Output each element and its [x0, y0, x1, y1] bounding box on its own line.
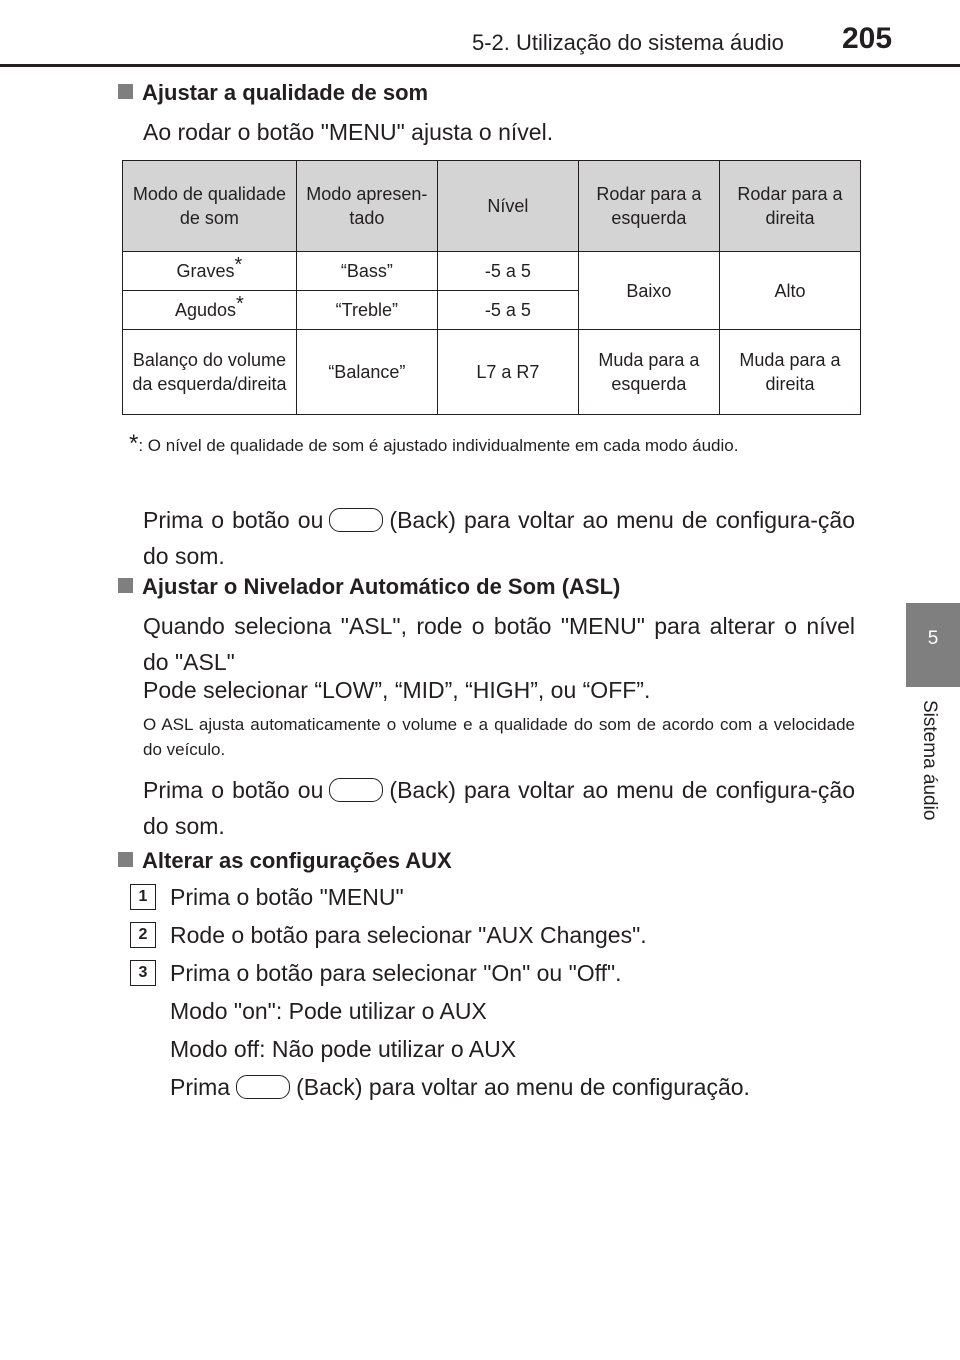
chapter-number: 5	[927, 628, 939, 649]
cell-level: -5 a 5	[437, 252, 578, 291]
step-number-3: 3	[130, 960, 156, 986]
back-instruction-2: Prima o botão ou (Back) para voltar ao menu de configura-ção do som.	[143, 777, 855, 839]
cell-turn-right: Muda para a direita	[719, 330, 860, 415]
section-heading-aux: Alterar as configurações AUX	[118, 848, 452, 874]
step-text-3: Prima o botão para selecionar "On" ou "Off".	[170, 960, 622, 986]
cell-displayed: “Bass”	[296, 252, 437, 291]
section-heading-sound-quality: Ajustar a qualidade de som	[118, 80, 428, 106]
square-bullet-icon	[118, 578, 133, 593]
cell-mode: Graves*	[123, 252, 297, 291]
cell-level: L7 a R7	[437, 330, 578, 415]
table-header-row	[123, 161, 861, 252]
page-number: 205	[842, 22, 893, 55]
cell-displayed: “Treble”	[296, 291, 437, 330]
header-turn-right: Rodar para a direita	[719, 161, 860, 252]
cell-turn-left-shared: Baixo	[578, 252, 719, 330]
aux-back-instruction: Prima (Back) para voltar ao menu de configuração.	[170, 1074, 750, 1100]
step-number-2: 2	[130, 922, 156, 948]
table-row	[123, 330, 861, 415]
step-number-1: 1	[130, 884, 156, 910]
back-instruction-1: Prima o botão ou (Back) para voltar ao menu de configura-ção do som.	[143, 507, 855, 569]
sound-quality-table	[122, 160, 861, 415]
square-bullet-icon	[118, 84, 133, 99]
table-row	[123, 252, 861, 291]
running-header: 5-2. Utilização do sistema áudio	[472, 30, 784, 55]
aux-mode-off: Modo off: Não pode utilizar o AUX	[170, 1036, 517, 1062]
header-level: Nível	[437, 161, 578, 252]
back-button-icon	[329, 778, 383, 802]
chapter-label: Sistema áudio	[919, 700, 940, 821]
header-displayed: Modo apresen-tado	[296, 161, 437, 252]
header-mode: Modo de qualidade de som	[123, 161, 297, 252]
cell-displayed: “Balance”	[296, 330, 437, 415]
asl-note: O ASL ajusta automaticamente o volume e a qualidade do som de acordo com a velocidade do veículo.	[143, 715, 855, 759]
aux-mode-on: Modo "on": Pode utilizar o AUX	[170, 998, 487, 1024]
cell-mode: Agudos*	[123, 291, 297, 330]
header-turn-left: Rodar para a esquerda	[578, 161, 719, 252]
step-text-2: Rode o botão para selecionar "AUX Changes".	[170, 922, 647, 948]
sound-quality-intro: Ao rodar o botão "MENU" ajusta o nível.	[143, 119, 554, 145]
step-text-1: Prima o botão "MENU"	[170, 884, 404, 910]
cell-mode: Balanço do volume da esquerda/direita	[123, 330, 297, 415]
cell-level: -5 a 5	[437, 291, 578, 330]
asl-description: Quando seleciona "ASL", rode o botão "MENU" para alterar o nível do "ASL"	[143, 613, 855, 675]
header-rule	[0, 64, 960, 67]
asl-options: Pode selecionar “LOW”, “MID”, “HIGH”, ou “OFF”.	[143, 677, 651, 703]
back-button-icon	[329, 508, 383, 532]
back-button-icon	[236, 1075, 290, 1099]
cell-turn-right-shared: Alto	[719, 252, 860, 330]
section-heading-asl: Ajustar o Nivelador Automático de Som (ASL)	[118, 574, 620, 600]
table-footnote: *: O nível de qualidade de som é ajustado individualmente em cada modo áudio.	[129, 430, 739, 457]
cell-turn-left: Muda para a esquerda	[578, 330, 719, 415]
square-bullet-icon	[118, 852, 133, 867]
